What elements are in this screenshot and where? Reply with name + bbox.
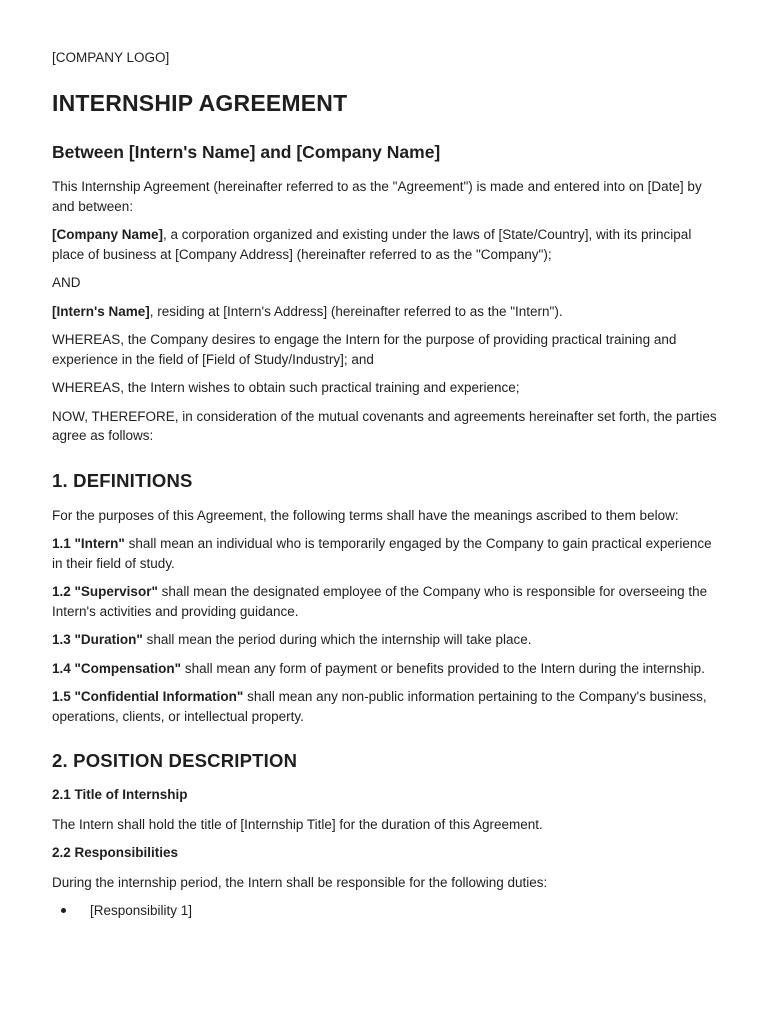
definition-item bbox=[52, 582, 722, 621]
definition-item bbox=[52, 534, 722, 573]
definition-text: shall mean the period during which the internship will take place. bbox=[142, 632, 532, 647]
section-1-intro: For the purposes of this Agreement, the following terms shall have the meanings ascribed to them below: bbox=[52, 507, 679, 523]
intern-party-paragraph bbox=[52, 302, 722, 322]
company-party-paragraph bbox=[52, 225, 722, 264]
definition-item bbox=[52, 687, 722, 726]
document-subtitle: Between [Intern's Name] and [Company Name] bbox=[52, 142, 441, 162]
definition-item bbox=[52, 659, 722, 679]
responsibility-text: [Responsibility 1] bbox=[90, 903, 193, 918]
responsibilities-list bbox=[52, 901, 722, 920]
subsection-2-2-text: During the internship period, the Intern shall be responsible for the following duties: bbox=[52, 874, 548, 890]
and-text: AND bbox=[52, 275, 81, 290]
section-2-heading: 2. POSITION DESCRIPTION bbox=[52, 750, 298, 771]
definition-text: shall mean the designated employee of the Company who is responsible for overseeing the Intern's activities and providing guidance. bbox=[52, 584, 708, 619]
subsection-2-2-heading: 2.2 Responsibilities bbox=[52, 844, 179, 860]
definition-term: 1.1 "Intern" bbox=[52, 536, 125, 551]
company-logo-placeholder: [COMPANY LOGO] bbox=[52, 50, 170, 65]
definition-term: 1.5 "Confidential Information" bbox=[52, 689, 244, 704]
whereas-paragraph-2: WHEREAS, the Intern wishes to obtain such practical training and experience; bbox=[52, 380, 520, 395]
company-party-text: , a corporation organized and existing under the laws of [State/Country], with its principal place of business at [Company Address] (hereinafter referred to as the "Company"); bbox=[52, 227, 692, 262]
subsection-2-1-text: The Intern shall hold the title of [Internship Title] for the duration of this Agreement. bbox=[52, 817, 543, 832]
list-item bbox=[52, 901, 722, 920]
definition-item bbox=[52, 630, 722, 650]
document-page bbox=[52, 48, 722, 920]
section-1-heading: 1. DEFINITIONS bbox=[52, 469, 193, 491]
definition-term: 1.4 "Compensation" bbox=[52, 660, 182, 676]
definition-text: shall mean any form of payment or benefits provided to the Intern during the internship. bbox=[181, 660, 705, 676]
intern-name: [Intern's Name] bbox=[52, 303, 150, 319]
intern-party-text: , residing at [Intern's Address] (hereinafter referred to as the "Intern"). bbox=[149, 303, 563, 319]
definition-term: 1.3 "Duration" bbox=[52, 632, 143, 647]
subsection-2-1-heading: 2.1 Title of Internship bbox=[52, 787, 188, 802]
intro-paragraph: This Internship Agreement (hereinafter referred to as the "Agreement") is made and entered into on [Date] by and between: bbox=[52, 179, 702, 214]
now-therefore-paragraph: NOW, THEREFORE, in consideration of the mutual covenants and agreements hereinafter set forth, the parties agree as follows: bbox=[52, 408, 717, 443]
definition-text: shall mean an individual who is temporarily engaged by the Company to gain practical experience in their field of study. bbox=[52, 536, 712, 571]
definition-text: shall mean any non-public information pertaining to the Company's business, operations, clients, or intellectual property. bbox=[52, 689, 707, 724]
definition-term: 1.2 "Supervisor" bbox=[52, 584, 158, 599]
company-name: [Company Name] bbox=[52, 227, 164, 242]
document-title: INTERNSHIP AGREEMENT bbox=[52, 90, 348, 116]
whereas-paragraph-1: WHEREAS, the Company desires to engage the Intern for the purpose of providing practical training and experience in the field of [Field of Study/Industry]; and bbox=[52, 332, 677, 367]
bullet-icon bbox=[61, 908, 66, 913]
